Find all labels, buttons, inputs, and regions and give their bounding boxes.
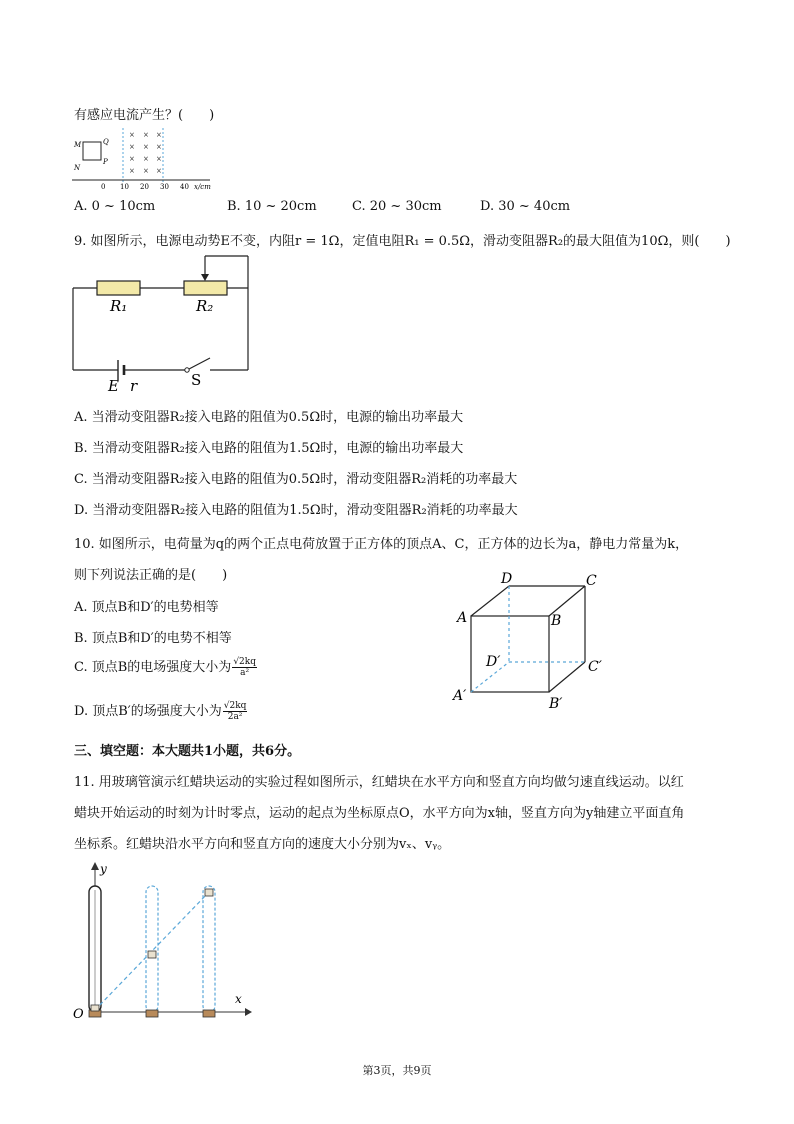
q10-vertex-d1: D′ xyxy=(486,654,501,670)
q10-stem-line2: 则下列说法正确的是( ) xyxy=(74,568,228,583)
q10-vertex-a1: A′ xyxy=(453,688,467,704)
svg-text:×: × xyxy=(143,155,149,163)
q9-option-b[interactable]: B. 当滑动变阻器R₂接入电路的阻值为1.5Ω时，电源的输出功率最大 xyxy=(74,441,464,456)
page-number: 第3页，共9页 xyxy=(362,1064,432,1077)
q9-option-a[interactable]: A. 当滑动变阻器R₂接入电路的阻值为0.5Ω时，电源的输出功率最大 xyxy=(74,410,464,425)
q9-switch xyxy=(185,368,189,372)
q10-vertex-b1: B′ xyxy=(549,696,563,712)
q8-label-m: M xyxy=(74,141,82,149)
svg-text:10: 10 xyxy=(120,183,129,191)
q9-circuit-figure xyxy=(70,252,260,392)
q10-option-d-text: D. 顶点B′的场强度大小为 xyxy=(74,704,222,719)
q8-label-p: P xyxy=(103,158,108,166)
q10-vertex-a: A xyxy=(457,610,468,626)
q11-figure xyxy=(70,858,260,1026)
svg-text:×: × xyxy=(143,167,149,175)
q8-figure xyxy=(70,126,220,192)
q11-line3: 坐标系。红蜡块沿水平方向和竖直方向的速度大小分别为vₓ、vᵧ。 xyxy=(74,837,451,852)
svg-text:30: 30 xyxy=(160,183,169,191)
q10-cube-figure xyxy=(450,568,620,713)
q10-vertex-c1: C′ xyxy=(588,659,602,675)
q8-option-d[interactable]: D. 30 ~ 40cm xyxy=(480,199,571,214)
q10-option-d[interactable] xyxy=(74,700,247,722)
svg-text:40: 40 xyxy=(180,183,189,191)
svg-text:×: × xyxy=(129,167,135,175)
q9-stem: 9. 如图所示，电源电动势E不变，内阻r = 1Ω，定值电阻R₁ = 0.5Ω，滑动变阻器R₂的最大阻值为10Ω，则( ) xyxy=(74,234,731,249)
q9-label-r: r xyxy=(130,377,138,392)
q10-vertex-c: C xyxy=(586,573,597,589)
q10-vertex-d: D xyxy=(501,571,513,587)
q9-label-e: E xyxy=(108,377,119,392)
q9-label-r2: R₂ xyxy=(196,297,214,315)
q10-stem-line1: 10. 如图所示，电荷量为q的两个正点电荷放置于正方体的顶点A、C，正方体的边长为a，静电力常量为k， xyxy=(74,537,689,552)
q8-stem-tail: 有感应电流产生？( ) xyxy=(74,108,215,123)
q8-label-n: N xyxy=(74,164,81,172)
q10-option-c[interactable] xyxy=(74,656,257,678)
section3-heading: 三、填空题：本大题共1小题，共6分。 xyxy=(74,744,301,759)
q9-option-c[interactable]: C. 当滑动变阻器R₂接入电路的阻值为0.5Ω时，滑动变阻器R₂消耗的功率最大 xyxy=(74,472,518,487)
svg-text:×: × xyxy=(129,131,135,139)
q9-resistor-r1 xyxy=(97,281,140,295)
q10-option-b[interactable]: B. 顶点B和D′的电势不相等 xyxy=(74,631,232,646)
q9-label-r1: R₁ xyxy=(110,297,128,315)
q8-coil xyxy=(83,142,101,160)
q10-option-c-fraction: $\frac{√2kq}{\text{a²}}$ xyxy=(233,657,256,678)
q11-origin-label: O xyxy=(73,1007,84,1022)
q11-wax-block-start xyxy=(91,1005,99,1011)
q9-rheostat-r2 xyxy=(184,281,227,295)
svg-text:×: × xyxy=(156,155,162,163)
svg-text:20: 20 xyxy=(140,183,149,191)
q9-label-s: S xyxy=(191,371,202,389)
svg-text:0: 0 xyxy=(101,183,106,191)
svg-text:×: × xyxy=(156,131,162,139)
q10-option-d-fraction: $\frac{√2kq}{\text{2a²}}$ xyxy=(223,701,247,722)
q10-cube-front-face xyxy=(471,616,549,692)
q8-option-a[interactable]: A. 0 ~ 10cm xyxy=(74,199,156,214)
q9-option-d[interactable]: D. 当滑动变阻器R₂接入电路的阻值为1.5Ω时，滑动变阻器R₂消耗的功率最大 xyxy=(74,503,518,518)
q10-option-c-text: C. 顶点B的电场强度大小为 xyxy=(74,660,232,675)
q10-vertex-b: B xyxy=(551,613,562,629)
q11-axis-y: y xyxy=(100,862,107,876)
svg-text:×: × xyxy=(156,167,162,175)
q11-line1: 11. 用玻璃管演示红蜡块运动的实验过程如图所示，红蜡块在水平方向和竖直方向均做匀速直线运动。以红 xyxy=(74,775,684,790)
q11-line2: 蜡块开始运动的时刻为计时零点，运动的起点为坐标原点O，水平方向为x轴，竖直方向为y轴建立平面直角 xyxy=(74,806,685,821)
svg-text:×: × xyxy=(129,143,135,151)
q11-axis-x: x xyxy=(235,992,242,1006)
q11-wax-block-end xyxy=(205,889,213,896)
svg-text:×: × xyxy=(156,143,162,151)
svg-text:×: × xyxy=(143,143,149,151)
svg-text:x/cm: x/cm xyxy=(194,183,211,191)
q11-wax-block-middle xyxy=(148,951,156,958)
svg-text:×: × xyxy=(129,155,135,163)
q8-option-b[interactable]: B. 10 ~ 20cm xyxy=(227,199,317,214)
q8-axis-ticks xyxy=(101,183,211,191)
q11-tube-middle xyxy=(146,886,158,1012)
q8-field-marks xyxy=(129,131,162,175)
q11-tube-end xyxy=(203,886,215,1012)
q10-option-a[interactable]: A. 顶点B和D′的电势相等 xyxy=(74,600,219,615)
q8-option-c[interactable]: C. 20 ~ 30cm xyxy=(352,199,442,214)
q8-label-q: Q xyxy=(103,138,109,146)
svg-text:×: × xyxy=(143,131,149,139)
